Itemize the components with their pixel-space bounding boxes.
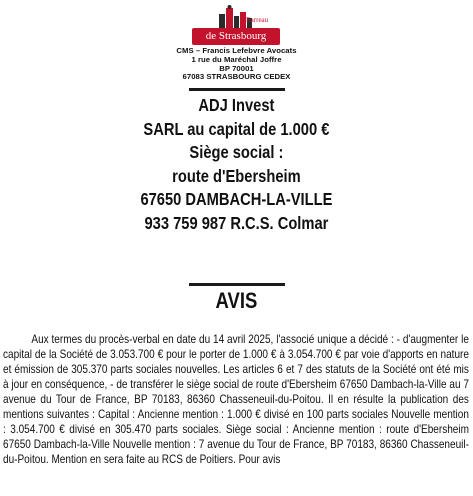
address-block [0,47,473,82]
notice-body: Aux termes du procès-verbal en date du 14 avril 2025, l'associé unique a décidé : - d'augmenter le capital de la Société de 3.053.700 € pour le porter de 1.000 € à 3.054.700 € par voie d'apports en nature et émission de 305.370 parts sociales nouvelles. Les articles 6 et 7 des statuts de la Société ont été mis à jour en conséquence, - de transférer le siège social de route d'Ebersheim 67650 Dambach-la-Ville au 7 avenue du Tour de France, BP 70183, 86360 Chasseneuil-du-Poitou. Il en résulte la publication des mentions suivantes : Capital : Ancienne mention : 1.000 € divisé en 100 parts sociales Nouvelle mention : 3.054.700 € divisé en 305.470 parts sociales. Siège social : Ancienne mention : route d'Ebersheim 67650 Dambach-la-Ville Nouvelle mention : 7 avenue du Tour de France, BP 70183, 86360 Chasseneuil-du-Poitou. Mention en sera faite au RCS de Poitiers. Pour avis [3,332,469,466]
logo-top-text: Barreau [246,16,269,24]
address-line: BP 70001 [219,63,254,73]
address-line: CMS – Francis Lefebvre Avocats [176,46,297,55]
divider [189,88,285,91]
company-line: 67650 DAMBACH-LA-VILLE [140,189,333,209]
company-line: SARL au capital de 1.000 € [143,118,330,139]
company-line: 933 759 987 R.C.S. Colmar [144,212,329,233]
address-line: 1 rue du Maréchal Joffre [191,54,282,64]
company-heading [38,94,435,235]
company-line: Siège social : [189,142,284,162]
company-line: route d'Ebersheim [172,165,301,186]
logo-ribbon: de Strasbourg [192,28,280,45]
address-line: 67083 STRASBOURG CEDEX [182,72,291,82]
company-line: ADJ Invest [198,95,275,115]
divider [189,283,285,286]
notice-title: AVIS [215,288,258,313]
